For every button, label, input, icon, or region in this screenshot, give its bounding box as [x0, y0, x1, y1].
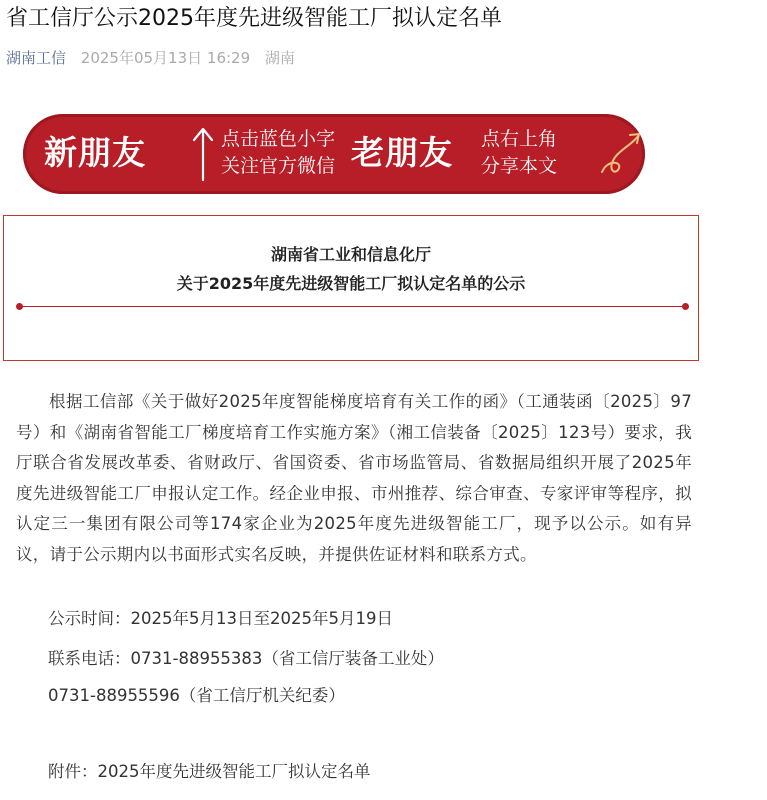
publish-datetime: 2025年05月13日 16:29 — [80, 49, 251, 67]
article-meta — [6, 48, 305, 68]
contact-phone-2: 0731-88955596（省工信厅机关纪委） — [48, 686, 345, 705]
old-friend-tip — [481, 126, 557, 180]
notice-header-box — [3, 215, 699, 361]
publish-location: 湖南 — [264, 49, 295, 67]
new-friend-label: 新朋友 — [44, 133, 146, 172]
new-friend-tip — [221, 126, 335, 180]
red-divider — [19, 306, 683, 307]
article-title: 省工信厅公示2025年度先进级智能工厂拟认定名单 — [6, 6, 502, 31]
new-friend-tip-line2: 关注官方微信 — [221, 155, 336, 177]
old-friend-label: 老朋友 — [351, 133, 453, 172]
arrow-up-icon — [191, 126, 215, 182]
source-account-link[interactable]: 湖南工信 — [6, 49, 67, 67]
notice-period: 公示时间：2025年5月13日至2025年5月19日 — [48, 609, 393, 628]
body-paragraph: 根据工信部《关于做好2025年度智能梯度培育有关工作的函》（工通装函〔2025〕97号）和《湖南省智能工厂梯度培育工作实施方案》（湘工信装备〔2025〕123号）要求，我厅联合省发展改革委、省财政厅、省国资委、省市场监管局、省数据局组织开展了2025年度先进级智能工厂申报认定工作。经企业申报、市州推荐、综合审查、专家评审等程序，拟认定三一集团有限公司等174家企业为2025年度先进级智能工厂，现予以公示。如有异议，请于公示期内以书面形式实名反映，并提供佐证材料和联系方式。 — [16, 392, 692, 564]
notice-subject: 关于2025年度先进级智能工厂拟认定名单的公示 — [176, 274, 526, 293]
old-friend-tip-line2: 分享本文 — [481, 155, 558, 177]
old-friend-tip-line1: 点右上角 — [481, 128, 558, 150]
notice-org: 湖南省工业和信息化厅 — [270, 245, 431, 264]
new-friend-tip-line1: 点击蓝色小字 — [221, 128, 336, 150]
divider-dot-left — [16, 303, 23, 310]
attachment-link[interactable]: 附件：2025年度先进级智能工厂拟认定名单 — [48, 762, 371, 781]
follow-share-banner — [23, 114, 645, 194]
divider-dot-right — [682, 303, 689, 310]
contact-phone-1: 联系电话：0731-88955383（省工信厅装备工业处） — [48, 649, 444, 668]
share-swirl-arrow-icon — [598, 128, 642, 178]
